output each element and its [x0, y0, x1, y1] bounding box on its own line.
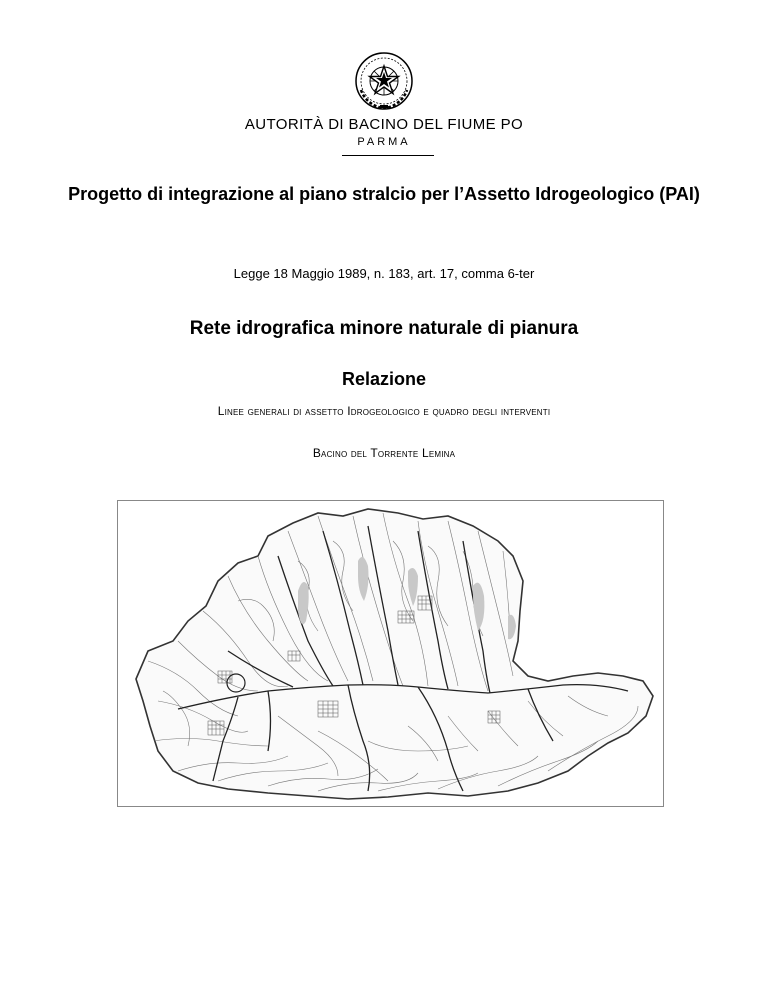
document-subtitle: Rete idrografica minore naturale di pianura: [189, 318, 579, 339]
italian-republic-emblem-icon: [353, 50, 415, 112]
basin-map: [117, 500, 664, 807]
law-reference: Legge 18 Maggio 1989, n. 183, art. 17, comma 6-ter: [233, 266, 535, 281]
section-heading: Linee generali di assetto Idrogeologico e quadro degli interventi: [217, 404, 551, 418]
po-river-basin-map-icon: [118, 501, 663, 806]
document-title: Progetto di integrazione al piano stralcio per l’Assetto Idrogeologico (PAI): [68, 184, 700, 204]
city-underline: [342, 155, 434, 156]
basin-heading: Bacino del Torrente Lemina: [312, 446, 456, 460]
authority-city: PARMA: [357, 136, 411, 148]
authority-name: AUTORITÀ DI BACINO DEL FIUME PO: [244, 116, 524, 133]
report-label: Relazione: [341, 369, 427, 389]
